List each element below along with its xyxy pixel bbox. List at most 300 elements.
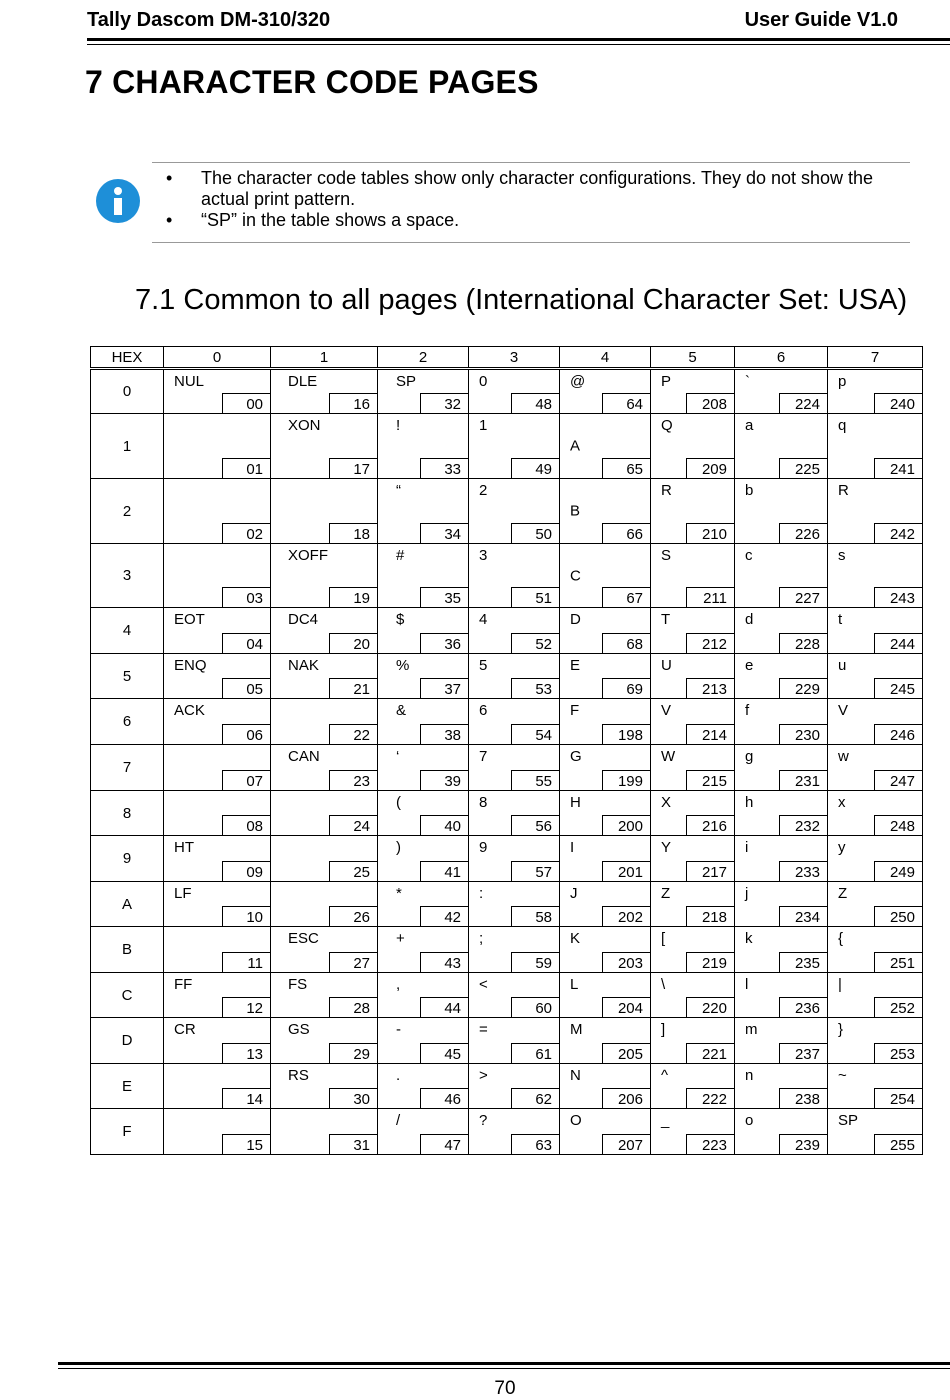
code-cell	[469, 1018, 560, 1064]
code-cell	[735, 836, 828, 882]
code-cell	[271, 745, 378, 791]
character: U	[661, 657, 672, 674]
code-cell	[378, 1018, 469, 1064]
character: ^	[661, 1067, 669, 1084]
decimal-code: 255	[874, 1134, 922, 1154]
code-cell	[271, 1018, 378, 1064]
decimal-code: 236	[779, 997, 827, 1017]
code-cell	[560, 882, 651, 927]
decimal-code: 206	[602, 1088, 650, 1108]
header-rule	[87, 38, 950, 41]
table-row	[91, 1064, 923, 1109]
decimal-code: 42	[420, 906, 468, 926]
decimal-code: 199	[602, 770, 650, 790]
code-cell	[560, 745, 651, 791]
character: x	[838, 794, 846, 811]
code-cell	[469, 791, 560, 836]
decimal-code: 251	[874, 952, 922, 972]
character: `	[745, 373, 750, 390]
code-cell	[164, 369, 271, 414]
code-cell	[469, 479, 560, 544]
decimal-code: 43	[420, 952, 468, 972]
decimal-code: 254	[874, 1088, 922, 1108]
code-cell	[828, 414, 923, 479]
decimal-code: 253	[874, 1043, 922, 1063]
table-row	[91, 927, 923, 973]
footer-rule	[58, 1362, 950, 1365]
row-hex-label: 1	[91, 414, 164, 479]
character: h	[745, 794, 754, 811]
code-cell	[164, 654, 271, 699]
character: s	[838, 547, 846, 564]
column-header: 3	[469, 347, 560, 369]
character: (	[396, 794, 401, 811]
row-hex-label: 6	[91, 699, 164, 745]
decimal-code: 06	[222, 724, 270, 744]
code-cell	[271, 1109, 378, 1155]
decimal-code: 242	[874, 523, 922, 543]
decimal-code: 16	[329, 393, 377, 413]
code-cell	[560, 369, 651, 414]
character: XOFF	[288, 547, 328, 564]
decimal-code: 57	[511, 861, 559, 881]
row-hex-label: A	[91, 882, 164, 927]
table-row	[91, 791, 923, 836]
decimal-code: 08	[222, 815, 270, 835]
decimal-code: 200	[602, 815, 650, 835]
character: j	[745, 885, 749, 902]
decimal-code: 20	[329, 633, 377, 653]
character: u	[838, 657, 847, 674]
decimal-code: 225	[779, 458, 827, 478]
code-cell	[164, 836, 271, 882]
code-cell	[271, 544, 378, 608]
decimal-code: 49	[511, 458, 559, 478]
decimal-code: 228	[779, 633, 827, 653]
character: A	[570, 437, 581, 455]
character: )	[396, 839, 401, 856]
code-cell	[164, 479, 271, 544]
table-row	[91, 699, 923, 745]
decimal-code: 202	[602, 906, 650, 926]
code-cell	[828, 544, 923, 608]
character: H	[570, 794, 581, 811]
code-cell	[164, 882, 271, 927]
code-cell	[828, 973, 923, 1018]
row-hex-label: 7	[91, 745, 164, 791]
decimal-code: 216	[686, 815, 734, 835]
character: \	[661, 976, 666, 993]
decimal-code: 204	[602, 997, 650, 1017]
table-row	[91, 369, 923, 414]
character: N	[570, 1067, 581, 1084]
code-cell	[378, 369, 469, 414]
code-cell	[651, 745, 735, 791]
code-cell	[164, 699, 271, 745]
decimal-code: 248	[874, 815, 922, 835]
decimal-code: 15	[222, 1134, 270, 1154]
character: NAK	[288, 657, 319, 674]
decimal-code: 203	[602, 952, 650, 972]
table-row	[91, 608, 923, 654]
decimal-code: 02	[222, 523, 270, 543]
header-rule-thin	[87, 44, 950, 45]
decimal-code: 17	[329, 458, 377, 478]
character: $	[396, 611, 405, 628]
code-cell	[164, 414, 271, 479]
code-cell	[560, 1018, 651, 1064]
character: SP	[396, 373, 417, 390]
code-cell	[378, 745, 469, 791]
code-cell	[735, 544, 828, 608]
decimal-code: 58	[511, 906, 559, 926]
code-cell	[651, 791, 735, 836]
character: 2	[479, 482, 488, 499]
decimal-code: 252	[874, 997, 922, 1017]
decimal-code: 25	[329, 861, 377, 881]
character: F	[570, 702, 580, 719]
character: “	[396, 482, 401, 499]
character: 6	[479, 702, 488, 719]
code-cell	[378, 479, 469, 544]
code-cell	[651, 1064, 735, 1109]
character: Z	[838, 885, 848, 902]
row-hex-label: F	[91, 1109, 164, 1155]
code-cell	[378, 791, 469, 836]
decimal-code: 51	[511, 587, 559, 607]
decimal-code: 04	[222, 633, 270, 653]
code-cell	[378, 836, 469, 882]
code-cell	[469, 654, 560, 699]
table-row	[91, 479, 923, 544]
code-cell	[828, 654, 923, 699]
decimal-code: 235	[779, 952, 827, 972]
character: DLE	[288, 373, 318, 390]
decimal-code: 34	[420, 523, 468, 543]
character: ~	[838, 1067, 847, 1084]
bullet: •	[166, 168, 173, 188]
code-cell	[378, 927, 469, 973]
note-item	[166, 210, 896, 231]
character: n	[745, 1067, 754, 1084]
character: .	[396, 1067, 401, 1084]
character: +	[396, 930, 405, 947]
character: 8	[479, 794, 488, 811]
code-cell	[828, 927, 923, 973]
decimal-code: 39	[420, 770, 468, 790]
character: XON	[288, 417, 321, 434]
decimal-code: 09	[222, 861, 270, 881]
code-cell	[735, 654, 828, 699]
decimal-code: 241	[874, 458, 922, 478]
code-cell	[651, 882, 735, 927]
code-cell	[469, 1064, 560, 1109]
table-row	[91, 1109, 923, 1155]
decimal-code: 59	[511, 952, 559, 972]
character: o	[745, 1112, 754, 1129]
decimal-code: 69	[602, 678, 650, 698]
decimal-code: 50	[511, 523, 559, 543]
row-hex-label: 0	[91, 369, 164, 414]
character: *	[396, 885, 402, 902]
decimal-code: 45	[420, 1043, 468, 1063]
decimal-code: 10	[222, 906, 270, 926]
decimal-code: 26	[329, 906, 377, 926]
character: X	[661, 794, 672, 811]
column-header: 5	[651, 347, 735, 369]
code-cell	[271, 882, 378, 927]
character: !	[396, 417, 401, 434]
code-cell	[378, 608, 469, 654]
table-row	[91, 544, 923, 608]
character: EOT	[174, 611, 205, 628]
character: ;	[479, 930, 484, 947]
decimal-code: 30	[329, 1088, 377, 1108]
code-cell	[651, 836, 735, 882]
code-cell	[651, 608, 735, 654]
decimal-code: 233	[779, 861, 827, 881]
code-cell	[735, 699, 828, 745]
character: RS	[288, 1067, 309, 1084]
code-cell	[164, 745, 271, 791]
decimal-code: 201	[602, 861, 650, 881]
code-cell	[469, 973, 560, 1018]
decimal-code: 222	[686, 1088, 734, 1108]
character: M	[570, 1021, 583, 1038]
decimal-code: 207	[602, 1134, 650, 1154]
code-cell	[560, 699, 651, 745]
decimal-code: 38	[420, 724, 468, 744]
character: p	[838, 373, 847, 390]
decimal-code: 240	[874, 393, 922, 413]
character: %	[396, 657, 410, 674]
decimal-code: 36	[420, 633, 468, 653]
decimal-code: 217	[686, 861, 734, 881]
code-cell	[560, 479, 651, 544]
row-hex-label: 4	[91, 608, 164, 654]
code-cell	[560, 544, 651, 608]
decimal-code: 19	[329, 587, 377, 607]
table-row	[91, 745, 923, 791]
decimal-code: 234	[779, 906, 827, 926]
decimal-code: 29	[329, 1043, 377, 1063]
character: V	[838, 702, 849, 719]
decimal-code: 18	[329, 523, 377, 543]
character: W	[661, 748, 676, 765]
column-header: 7	[828, 347, 923, 369]
note-text: The character code tables show only character configurations. They do not show the actual print pattern.	[201, 168, 874, 209]
decimal-code: 55	[511, 770, 559, 790]
decimal-code: 21	[329, 678, 377, 698]
decimal-code: 62	[511, 1088, 559, 1108]
code-cell	[469, 882, 560, 927]
character-code-table	[90, 346, 923, 1155]
character: w	[838, 748, 849, 765]
decimal-code: 232	[779, 815, 827, 835]
code-cell	[164, 1018, 271, 1064]
decimal-code: 198	[602, 724, 650, 744]
code-cell	[828, 745, 923, 791]
code-cell	[651, 654, 735, 699]
decimal-code: 47	[420, 1134, 468, 1154]
code-cell	[469, 836, 560, 882]
decimal-code: 218	[686, 906, 734, 926]
info-icon	[96, 179, 140, 223]
code-cell	[651, 369, 735, 414]
decimal-code: 23	[329, 770, 377, 790]
decimal-code: 35	[420, 587, 468, 607]
code-cell	[378, 544, 469, 608]
code-cell	[828, 479, 923, 544]
decimal-code: 230	[779, 724, 827, 744]
code-cell	[560, 791, 651, 836]
decimal-code: 66	[602, 523, 650, 543]
row-hex-label: 5	[91, 654, 164, 699]
decimal-code: 226	[779, 523, 827, 543]
code-cell	[271, 608, 378, 654]
decimal-code: 28	[329, 997, 377, 1017]
character: ,	[396, 976, 401, 993]
character: t	[838, 611, 843, 628]
character: ‘	[396, 748, 400, 765]
character: y	[838, 839, 846, 856]
character: C	[570, 567, 581, 584]
decimal-code: 40	[420, 815, 468, 835]
character: G	[570, 748, 582, 765]
code-cell	[828, 836, 923, 882]
code-cell	[828, 1018, 923, 1064]
character: GS	[288, 1021, 310, 1038]
decimal-code: 249	[874, 861, 922, 881]
code-cell	[651, 973, 735, 1018]
decimal-code: 07	[222, 770, 270, 790]
bullet: •	[166, 210, 173, 230]
page-number: 70	[494, 1378, 516, 1399]
character: SP	[838, 1112, 859, 1129]
decimal-code: 46	[420, 1088, 468, 1108]
code-cell	[735, 1109, 828, 1155]
character: i	[745, 839, 749, 856]
decimal-code: 33	[420, 458, 468, 478]
code-cell	[828, 882, 923, 927]
character: 5	[479, 657, 488, 674]
character: @	[570, 373, 586, 390]
code-cell	[271, 699, 378, 745]
code-cell	[271, 369, 378, 414]
code-cell	[164, 544, 271, 608]
character: P	[661, 373, 672, 390]
code-cell	[271, 479, 378, 544]
decimal-code: 63	[511, 1134, 559, 1154]
decimal-code: 215	[686, 770, 734, 790]
decimal-code: 53	[511, 678, 559, 698]
character: }	[838, 1021, 844, 1038]
decimal-code: 247	[874, 770, 922, 790]
table-header-row	[91, 347, 923, 369]
character: e	[745, 657, 754, 674]
code-cell	[735, 791, 828, 836]
code-cell	[828, 1109, 923, 1155]
character: CR	[174, 1021, 196, 1038]
column-header: HEX	[91, 347, 164, 369]
character: Z	[661, 885, 671, 902]
code-cell	[271, 836, 378, 882]
decimal-code: 52	[511, 633, 559, 653]
decimal-code: 61	[511, 1043, 559, 1063]
character: a	[745, 417, 754, 434]
character: |	[838, 976, 842, 993]
row-hex-label: 8	[91, 791, 164, 836]
character: d	[745, 611, 754, 628]
decimal-code: 250	[874, 906, 922, 926]
chapter-title: 7 CHARACTER CODE PAGES	[85, 64, 539, 100]
code-cell	[735, 1064, 828, 1109]
decimal-code: 37	[420, 678, 468, 698]
character: <	[479, 976, 488, 993]
column-header: 1	[271, 347, 378, 369]
character: k	[745, 930, 753, 947]
code-cell	[735, 608, 828, 654]
character: c	[745, 547, 753, 564]
character: D	[570, 611, 581, 628]
code-cell	[735, 882, 828, 927]
character: q	[838, 417, 847, 434]
code-cell	[735, 927, 828, 973]
decimal-code: 31	[329, 1134, 377, 1154]
decimal-code: 27	[329, 952, 377, 972]
code-cell	[378, 414, 469, 479]
row-hex-label: B	[91, 927, 164, 973]
column-header: 0	[164, 347, 271, 369]
decimal-code: 32	[420, 393, 468, 413]
character: NUL	[174, 373, 205, 390]
row-hex-label: 9	[91, 836, 164, 882]
character: K	[570, 930, 581, 947]
character: O	[570, 1112, 582, 1129]
character: ?	[479, 1112, 488, 1129]
row-hex-label: E	[91, 1064, 164, 1109]
character: b	[745, 482, 754, 499]
code-cell	[735, 369, 828, 414]
decimal-code: 243	[874, 587, 922, 607]
character: FF	[174, 976, 193, 993]
header-title: Tally Dascom DM-310/320	[87, 9, 331, 31]
character: HT	[174, 839, 194, 856]
row-hex-label: C	[91, 973, 164, 1018]
code-cell	[735, 479, 828, 544]
code-cell	[378, 699, 469, 745]
decimal-code: 212	[686, 633, 734, 653]
code-cell	[735, 745, 828, 791]
decimal-code: 41	[420, 861, 468, 881]
note-rule-bottom	[152, 242, 910, 243]
column-header: 4	[560, 347, 651, 369]
character: R	[661, 482, 672, 499]
character: f	[745, 702, 750, 719]
character: 4	[479, 611, 488, 628]
column-header: 2	[378, 347, 469, 369]
character: FS	[288, 976, 308, 993]
character: 7	[479, 748, 488, 765]
character: ENQ	[174, 657, 207, 674]
decimal-code: 48	[511, 393, 559, 413]
character: CAN	[288, 748, 320, 765]
code-cell	[378, 882, 469, 927]
character: g	[745, 748, 754, 765]
decimal-code: 13	[222, 1043, 270, 1063]
code-cell	[164, 973, 271, 1018]
code-cell	[828, 608, 923, 654]
